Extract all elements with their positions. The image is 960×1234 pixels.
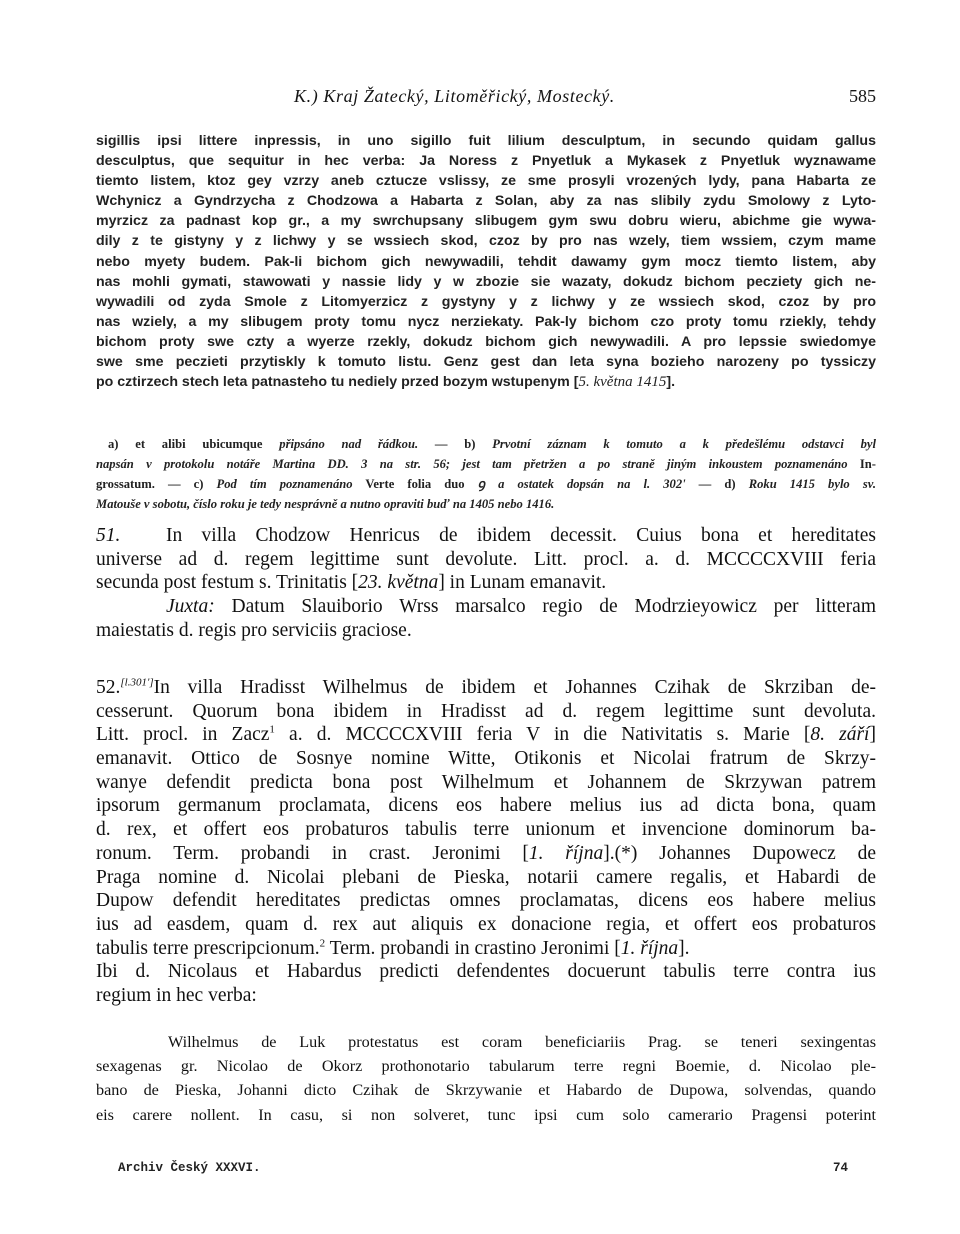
footnote-line (96, 434, 876, 454)
text-line: Dupow defendit hereditates predictas omnes proclamatas, dicens eos habere melius (96, 890, 876, 912)
text-line: tiemto listem, ktoz gey vzrzy aneb cztucze vslissy, ze sme prosyli vrozených lydy, pana Habarta ze (96, 173, 876, 190)
text-line (96, 842, 876, 866)
sheet-signature: 74 (832, 1161, 848, 1175)
text-line: dily z te gistyny y z lichwy y se wssiech skod, czoz by pro nas wzely, tiem wssiem, czym mame (96, 233, 876, 250)
text-segment: Datum Slauiborio Wrss marsalco regio de Modrzieyowicz per litteram (214, 596, 876, 618)
text-line: Ibi d. Nicolaus et Habardus predicti defendentes docuerunt tabulis terre contra ius (96, 961, 876, 983)
footnote-ref: 2 (319, 937, 326, 950)
date-annotation: 8. září (810, 724, 870, 746)
footnote-text: d) (711, 477, 749, 491)
text-line: Wilhelmus de Luk protestatus est coram beneficiariis Prag. se teneri sexingentas (168, 1033, 876, 1051)
running-head (96, 86, 876, 114)
text-segment: Litt. procl. in Zacz (96, 724, 270, 746)
text-segment: ]. (666, 374, 676, 391)
text-segment: tabulis terre prescripcionum. (96, 937, 320, 959)
date-annotation: 5. května 1415 (578, 374, 667, 391)
text-line (96, 571, 876, 595)
text-line: ius ad easdem, quam d. rex aut aliquis ex donacione regia, et offert eos probaturos (96, 913, 876, 935)
entry-51 (96, 524, 876, 642)
text-segment: secunda post festum s. Trinitatis [ (96, 572, 359, 594)
date-annotation: 1. října (528, 842, 604, 864)
text-line: sexagenas gr. Nicolao de Okorz prothonotario tabularum terre regni Boemie, d. Nicolao ple- (96, 1057, 876, 1076)
text-line: maiestatis d. regis pro serviciis graciose. (96, 619, 412, 641)
page-number: 585 (849, 86, 876, 106)
text-segment: In villa Hradisst Wilhelmus de ibidem et Johannes Czihak de Skrziban de- (153, 677, 876, 698)
entry-number: 52. (96, 677, 121, 698)
text-line: Praga nomine d. Nicolai plebani de Pieska, notarii camere regalis, et Habardi de (96, 866, 876, 888)
text-line: nas mohli gymati, stawowati y nassie lidy y w zbozie sie wazaty, dokudz bichom pecziety gich ne- (96, 273, 876, 290)
text-segment: a. d. MCCCCXVIII feria V in die Nativitatis s. Marie [ (274, 724, 811, 746)
footnote-text: Verte folia duo (352, 477, 478, 491)
text-line (96, 676, 876, 700)
footnote-text: Pod tím poznamenáno (216, 477, 353, 491)
footnote-text: a ostatek dopsán na l. 302' — (485, 477, 712, 491)
footnote-line (96, 474, 876, 494)
footnote-text: grossatum. — c) (96, 477, 217, 491)
text-line: desculptus, que sequitur in hec verba: Ja Noress z Pnyetluk a Mykasek z Pnyetluk wyznawame (96, 153, 876, 170)
text-line: wanye defendit predicta bona post Wilhelmum et Johannem de Skrzywan patrem (96, 771, 876, 793)
document-page (96, 0, 876, 1234)
footnote-text: Prvotní záznam k tomuto a k předešlému odstavci byl (492, 437, 876, 451)
text-line: Wchynicz a Gyndrzycha z Chodzowa a Habarta z Solan, aby za nas slibily zydu Smolowy z Lyto- (96, 193, 876, 210)
text-segment: In villa Chodzow Henricus de ibidem decessit. Cuius bona et hereditates (166, 525, 876, 546)
text-segment: ] in Lunam emanavit. (438, 572, 607, 594)
running-title: K.) Kraj Žatecký, Litoměřický, Mostecký. (294, 86, 615, 106)
text-segment: po cztirzech stech leta patnasteho tu nediely przed bozym wstupenym [ (96, 374, 579, 391)
text-line: wywadili od zyda Smole z Litomyerzicz z gystyny y z lichwy y ze wssiech skod, czoz by pro (96, 293, 876, 310)
text-line: emanavit. Ottico de Sosnye nomine Witte, Otikonis et Nicolai fratrum de Skrzy- (96, 748, 876, 770)
footnote-ref: 1 (269, 723, 275, 736)
footnote-text: připsáno nad řádkou. (279, 437, 419, 451)
entry-52 (96, 676, 876, 1008)
footnote-text: Roku 1415 bylo sv. (748, 477, 876, 491)
text-line: ipsorum germanum proclamata, dicens eos habere melius ius ad dicta bona, quam (96, 795, 876, 817)
text-segment: Term. probandi in crastino Jeronimi [ (325, 937, 621, 959)
footnote-text: In- (847, 457, 876, 471)
text-line: d. rex, et offert eos probaturos tabulis terre unionum et invencione dominorum ba- (96, 819, 876, 841)
previous-entry-text (96, 131, 876, 392)
text-line: regium in hec verba: (96, 984, 257, 1006)
footnote-text: napsán v protokolu notáře Martina DD. 3 na str. 56; jest tam přetržen a po straně jiným inkoustem poznamenáno (96, 457, 848, 471)
juxta-label: Juxta: (166, 596, 215, 618)
footnote-line (96, 494, 876, 514)
folio-mark: [l.301'] (120, 676, 154, 689)
page-footer (118, 1161, 858, 1181)
quoted-record (96, 1030, 876, 1127)
text-segment: ]. (678, 937, 690, 959)
text-line: myrzicz za padnast kop gr., a my swrchupsany slibugem gym swu dobru wieru, abichme gie wywa- (96, 213, 876, 230)
text-line: nas wziely, a my slibugem proty tomu nycz nerziekaty. Pak-ly bichom czo proty tomu rziekly, tehdy (96, 313, 876, 330)
text-line (96, 595, 876, 619)
text-line: nebo myety budem. Pak-li bichom gich newywadili, tehdit dawamy gym mocz tiemto listem, aby (96, 253, 876, 270)
text-line (96, 937, 876, 961)
date-annotation: 1. října (620, 937, 679, 959)
footnotes (96, 434, 876, 514)
abbreviation-mark: ꝯ (477, 477, 486, 491)
footnote-text: a) et alibi ubicumque (108, 437, 280, 451)
text-line: eis carere nollent. In casu, si non solveret, tunc ipsi cum solo camerario Pragensi poterint (96, 1105, 876, 1124)
text-line (96, 723, 876, 747)
text-segment: ].(*) Johannes Dupowecz de (603, 842, 876, 864)
volume-label: Archiv Český XXXVI. (118, 1161, 261, 1175)
footnote-text: — b) (418, 437, 493, 451)
text-line: sigillis ipsi littere inpressis, in uno sigillo fuit lilium desculptum, in secundo quidam gallus (96, 133, 876, 149)
text-segment: ] (869, 724, 876, 746)
text-line: bichom proty swe czty a wyerze rzekly, dokudz bichom gich newywadili. A pro lepssie swiedomye (96, 333, 876, 350)
text-segment: ronum. Term. probandi in crast. Jeronimi [ (96, 842, 529, 864)
entry-number: 51. (96, 525, 121, 546)
text-line (96, 372, 876, 392)
text-line: cesserunt. Quorum bona ibidem in Hradisst ad d. regem legittime sunt devoluta. (96, 700, 876, 722)
date-annotation: 23. května (358, 572, 439, 594)
text-line: bano de Pieska, Johanni dicto Czihak de Skrzywanie et Habardo de Dupowa, solvendas, quando (96, 1081, 876, 1100)
footnote-line (96, 454, 876, 474)
text-line: universe ad d. regem legittime sunt devolute. Litt. procl. a. d. MCCCCXVIII feria (96, 548, 876, 570)
text-line (96, 524, 876, 548)
text-line: swe sme peczieti przytiskly k tomuto listu. Genz gest dan leta syna bozieho narozeny po tyssiczy (96, 354, 876, 371)
footnote-text: Matouše v sobotu, číslo roku je tedy nesprávně a nutno opraviti buď na 1405 nebo 1416. (96, 497, 555, 511)
